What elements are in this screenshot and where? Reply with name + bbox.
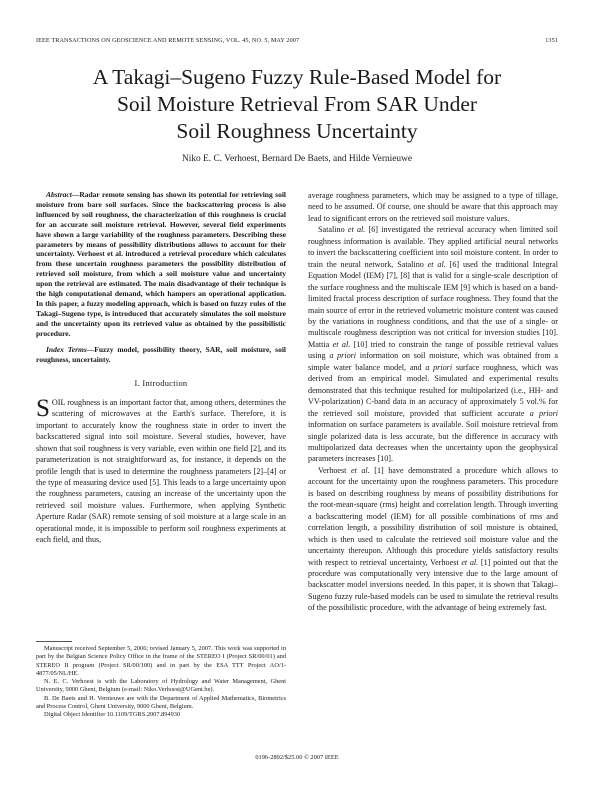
journal-name: IEEE TRANSACTIONS ON GEOSCIENCE AND REMOTE SENSING, VOL. 45, NO. 5, MAY 2007	[36, 37, 300, 44]
text-run: [10] tried to constrain the range of possible retrieval values using	[308, 339, 558, 361]
text-run: information on surface parameters is available. Soil moisture retrieval from single polarized data is less accurate, but the difference in accuracy with multipolarized data decreases when the uncertainty upon the geophysical parameters increases [10].	[308, 420, 558, 464]
etal: et al.	[427, 259, 446, 269]
footnotes	[36, 645, 286, 720]
abstract	[36, 190, 286, 339]
a-priori: a priori	[425, 362, 453, 372]
etal: et al.	[332, 339, 351, 349]
a-priori: a priori	[529, 408, 558, 418]
text-run: [6] used the traditional Integral Equation Model (IEM) [7], [8] that is valid for a single-scale description of the surface roughness and the multiscale IEM [9] which is based on a band-limited fractal process description of surface roughness. They found that the main source of error in the retrieved volumetric moisture content was caused by the variations in roughness conditions, and that the use of a single- or multiscale roughness description was not critical for inversion studies [10]. Mattia	[308, 259, 558, 349]
author-list: Niko E. C. Verhoest, Bernard De Baets, and Hilde Vernieuwe	[181, 154, 413, 164]
title-line-3: Soil Roughness Uncertainty	[176, 119, 418, 143]
title-line-2: Soil Moisture Retrieval From SAR Under	[116, 92, 478, 116]
copyright-footer: 0196-2892/$25.00 © 2007 IEEE	[255, 754, 339, 761]
a-priori: a priori	[329, 351, 357, 361]
author-ref: Verhoest	[318, 465, 347, 475]
section-heading-introduction: I. Introduction	[134, 379, 188, 389]
abstract-label: Abstract	[46, 190, 72, 199]
author-ref: Satalino	[318, 225, 345, 235]
right-paragraph-2	[308, 224, 558, 465]
text-run: [6] investigated the retrieval accuracy when limited soil roughness information is available. They applied artificial neural networks to invert the backscattering coefficient into soil moisture content. In order to train the neural network, Satalino	[308, 225, 558, 269]
index-terms	[36, 345, 286, 365]
text-run: surface roughness, which was derived from an empirical model. Simulated and experimental results demonstrated that this technique resulted for multipolarized (i.e., HH- and VV-polarization) C-band data in an accuracy of approximately 5 vol.% for the retrieved soil moisture, provided that sufficient accurate	[308, 362, 558, 418]
index-terms-label: Index Terms	[46, 344, 87, 354]
running-header	[36, 37, 558, 47]
footnote-rule	[36, 641, 72, 642]
title-line-1: A Takagi–Sugeno Fuzzy Rule-Based Model for	[92, 65, 502, 89]
right-paragraph-1: average roughness parameters, which may be assigned to a type of tillage, need to be assumed. Of course, one should be aware that this approach may lead to significant errors on the retrieved soil moisture values.	[308, 191, 558, 223]
footnote-manuscript: Manuscript received September 5, 2006; revised January 5, 2007. This work was supported in part by the Belgian Science Policy Office in the frame of the STEREO I (Project SR/00/01) and STEREO II program (Project SR/00/100) and in part by the ESA TTT Project AO/1-4877/05/NL/HE.	[36, 645, 286, 677]
intro-text: OIL roughness is an important factor that, among others, determines the scattering of microwaves at the Earth's surface. Therefore, it is important to accurately know the roughness state in order to invert the backscattered signal into soil moisture. Several studies, however, have shown that soil roughness is very variable, even within one field [2], and its parameterization is not straightforward as, for instance, it depends on the profile length that is used to determine the roughness parameters [2]–[4] or the type of measuring device used [5]. This leads to a large uncertainty upon the roughness parameters, causing an increase of the uncertainty upon the retrieved soil moisture values. Furthermore, when applying Synthetic Aperture Radar (SAR) remote sensing of soil moisture at a large scale in an operational mode, it is impossible to perform soil roughness experiments at each field, and thus,	[36, 397, 286, 545]
footnote-author-2: B. De Baets and H. Vernieuwe are with the Department of Applied Mathematics, Biometrics and Process Control, Ghent University, 9000 Ghent, Belgium.	[36, 694, 286, 711]
drop-cap: S	[36, 394, 50, 422]
paper-title	[36, 64, 558, 145]
etal: et al.	[461, 557, 479, 567]
footnote-author-1: N. E. C. Verhoest is with the Laboratory of Hydrology and Water Management, Ghent University, 9000 Ghent, Belgium (e-mail: Niko.Verhoest@UGent.be).	[36, 678, 286, 694]
abstract-text: —Radar remote sensing has shown its potential for retrieving soil moisture from bare soil surfaces. Since the backscattering process is also influenced by soil roughness, the characterization of this roughness is crucial for an accurate soil moisture retrieval. However, several field experiments have shown a large variability of the roughness parameters. Describing these parameters by means of possibility distributions allows to account for their uncertainty. Verhoest et al. introduced a retrieval procedure which calculates from these uncertain roughness parameters the possibility distribution of retrieved soil moisture, from which a soil moisture value and uncertainty upon the retrieval are estimated. The main disadvantage of their technique is the high computational demand, which hampers an operational application. In this paper, a fuzzy modeling approach, which is based on fuzzy rules of the Takagi–Sugeno type, is introduced that accurately simulates the soil moisture and the uncertainty upon its retrieved value as obtained by the possibilistic procedure.	[36, 190, 286, 338]
etal: et al.	[350, 465, 370, 475]
right-column	[308, 190, 558, 614]
left-column	[36, 190, 286, 546]
intro-paragraph	[36, 394, 286, 546]
etal: et al.	[347, 225, 366, 235]
right-paragraph-3	[308, 465, 558, 614]
text-run: information on soil moisture, which was obtained from a simple water balance model, and	[308, 351, 559, 372]
footnote-doi: Digital Object Identifier 10.1109/TGRS.2007.894930	[44, 711, 181, 719]
text-run: [1] have demonstrated a procedure which allows to account for the uncertainty upon the roughness parameters. This procedure is based on describing roughness by means of possibility distributions for the root-mean-square (rms) height and correlation length. Through inverting a backscattering model (IEM) for all possible combinations of rms and correlation length, a possibility distribution of soil moisture is obtained, which is then used to calculate the retrieved soil moisture value and the uncertainty thereupon. Although this procedure yields satisfactory results with respect to retrieval uncertainty, Verhoest	[308, 465, 559, 567]
page-number: 1351	[545, 37, 558, 44]
text-run: [1] pointed out that the procedure was computationally very intensive due to the large amount of backscatter model inversions needed. In this paper, it is shown that Takagi–Sugeno fuzzy rule-based models can be used to simulate the retrieval results of the possibilistic procedure, with the advantage of being extremely fast.	[308, 557, 558, 613]
index-terms-text: —Fuzzy model, possibility theory, SAR, soil moisture, soil roughness, uncertainty.	[36, 344, 286, 364]
